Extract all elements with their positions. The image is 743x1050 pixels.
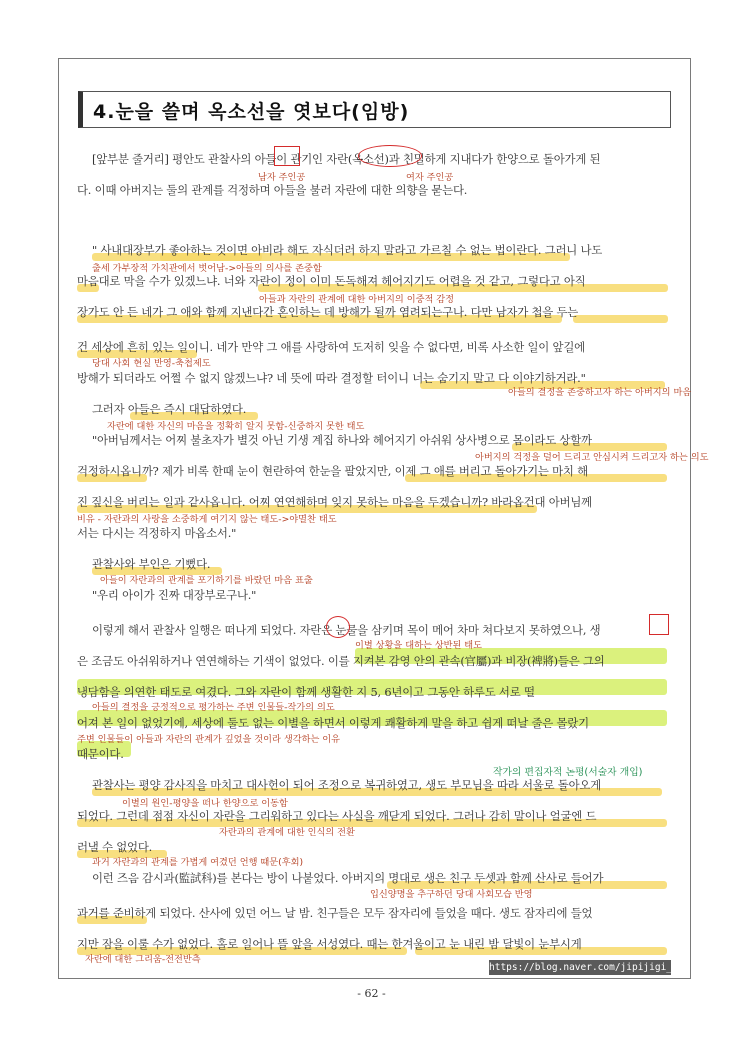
text-line: 되었다. 그런데 점점 자신이 자란을 그리워하고 있다는 사실을 깨닫게 되었다. 그러나 감히 말이나 얼굴엔 드: [77, 809, 597, 823]
handwritten-annotation: 주변 인물들이 아들과 자란의 관계가 깊었을 것이라 생각하는 이유: [77, 734, 340, 745]
handwritten-annotation: 아들이 자란과의 관계를 포기하기를 바랐던 마음 표출: [100, 575, 313, 586]
yellow-highlight: [573, 315, 668, 323]
text-line: 냉담함을 의연한 태도로 여겼다. 그와 자란이 함께 생활한 지 5, 6년이고 그동안 하루도 서로 떨: [77, 685, 535, 699]
red-box-mark: [274, 146, 300, 166]
text-line: 다. 이때 아버지는 둘의 관계를 걱정하며 아들을 불러 자란에 대한 의향을 묻는다.: [77, 183, 468, 197]
text-line: 이런 즈음 감시과(監試科)를 본다는 방이 나붙었다. 아버지의 명대로 생은 친구 두셋과 함께 산사로 들어가: [92, 871, 604, 885]
page-number: - 62 -: [357, 987, 386, 1000]
text-line: "아버님께서는 어찌 불초자가 별것 아닌 기생 계집 하나와 헤어지기 아쉬워 상사병으로 몸이라도 상할까: [92, 433, 592, 447]
text-line: [앞부분 줄거리] 평안도 관찰사의 아들이 관기인 자란(옥소선)과 친밀하게 지내다가 한양으로 돌아가게 된: [92, 152, 601, 166]
text-line: "우리 아이가 진짜 대장부로구나.": [92, 588, 257, 602]
handwritten-annotation: 여자 주인공: [406, 172, 454, 183]
handwritten-annotation: 입신양명을 추구하던 당대 사회모습 반영: [370, 889, 533, 900]
text-line: 진 짚신을 버리는 일과 같사옵니다. 어찌 연연해하며 잊지 못하는 마음을 두겠습니까? 바라옵건대 아버님께: [77, 495, 592, 509]
text-line: 그러자 아들은 즉시 대답하였다.: [92, 402, 247, 416]
editorial-comment-annotation: 작가의 편집자적 논평(서술자 개입): [493, 767, 643, 778]
red-oval-mark: [358, 145, 422, 167]
text-line: 장가도 안 든 네가 그 애와 함께 지낸다간 혼인하는 데 방해가 될까 염려되는구나. 다만 남자가 첩을 두는: [77, 305, 579, 319]
text-line: 건 세상에 흔히 있는 일이니. 네가 만약 그 애를 사랑하여 도저히 잊을 수 없다면, 비록 사소한 일이 앞길에: [77, 340, 585, 354]
handwritten-annotation: 남자 주인공: [258, 172, 306, 183]
handwritten-annotation: 아들의 결정을 존중하고자 하는 아버지의 마음: [508, 387, 692, 398]
handwritten-annotation: 비유 - 자란과의 사랑을 소중하게 여기지 않는 태도->야멸찬 태도: [77, 514, 337, 525]
watermark: https://blog.naver.com/jipijigi_kt: [489, 962, 684, 973]
red-box-mark: [649, 614, 669, 635]
text-line: 때문이다.: [77, 747, 124, 761]
text-line: 과거를 준비하게 되었다. 산사에 있던 어느 날 밤. 친구들은 모두 잠자리에 들었을 때다. 생도 잠자리에 들었: [77, 906, 593, 920]
handwritten-annotation: 이별의 원인-평양을 떠나 한양으로 이동함: [122, 798, 288, 809]
handwritten-annotation: 과거 자란과의 관계를 가볍게 여겼던 언행 때문(후회): [92, 857, 304, 868]
text-line: 관찰사와 부인은 기뻤다.: [92, 557, 211, 571]
handwritten-annotation: 자란과의 관계에 대한 인식의 전환: [219, 827, 355, 838]
text-line: 관찰사는 평양 감사직을 마치고 대사헌이 되어 조정으로 복귀하였고, 생도 부모님을 따라 서울로 돌아오게: [92, 778, 602, 792]
text-line: 이렇게 해서 관찰사 일행은 떠나게 되었다. 자란은 눈물을 삼키며 목이 메어 차마 쳐다보지 못하였으나, 생: [92, 623, 601, 637]
handwritten-annotation: 아버지의 걱정을 덜어 드리고 안심시켜 드리고자 하는 의도: [475, 452, 709, 463]
handwritten-annotation: 자란에 대한 자신의 마음을 정확히 알지 못함-신중하지 못한 태도: [107, 421, 365, 432]
text-line: 걱정하시옵니까? 제가 비록 한때 눈이 현란하여 한눈을 팔았지만, 이제 그 애를 버리고 돌아가기는 마치 해: [77, 464, 588, 478]
handwritten-annotation: 출세 가부장적 가치관에서 벗어남->아들의 의사를 존중함: [92, 263, 322, 274]
handwritten-annotation: 이별 상황을 대하는 상반된 태도: [355, 640, 483, 651]
handwritten-annotation: 아들의 결정을 긍정적으로 평가하는 주변 인물들-작가의 의도: [92, 702, 335, 713]
title-box: [78, 91, 671, 128]
red-oval-mark: [326, 616, 350, 638]
page-title: 4.눈을 쓸며 옥소선을 엿보다(임방): [93, 101, 410, 123]
handwritten-annotation: 당대 사회 현실 반영-축첩제도: [92, 358, 211, 369]
text-line: 지만 잠을 이룰 수가 없었다. 홀로 일어나 뜰 앞을 서성였다. 때는 한겨울이고 눈 내린 밤 달빛이 눈부시게: [77, 937, 582, 951]
text-line: 서는 다시는 걱정하지 마옵소서.": [77, 526, 237, 540]
handwritten-annotation: 아들과 자란의 관계에 대한 아버지의 이중적 감정: [259, 294, 455, 305]
text-line: 어져 본 일이 없었기에, 세상에 둘도 없는 이별을 하면서 이렇게 쾌활하게 말을 하고 쉽게 떠날 줄은 몰랐기: [77, 716, 589, 730]
handwritten-annotation: 자란에 대한 그리움-전전반측: [85, 954, 201, 965]
text-line: " 사내대장부가 좋아하는 것이면 아비라 해도 자식더러 하지 말라고 가르칠 수 없는 법이란다. 그러니 나도: [92, 243, 603, 257]
text-line: 방해가 되더라도 어쩔 수 없지 않겠느냐? 네 뜻에 따라 결정할 터이니 너는 숨기지 말고 다 이야기하거라.": [77, 371, 586, 385]
text-line: 러낼 수 없었다.: [77, 840, 153, 854]
text-line: 마음대로 막을 수가 있겠느냐. 너와 자란이 정이 이미 돈독해져 헤어지기도 어렵을 것 같고, 그렇다고 아직: [77, 274, 586, 288]
text-line: 은 조금도 아쉬워하거나 연연해하는 기색이 없었다. 이를 지켜본 감영 안의 관속(官屬)과 비장(裨將)들은 그의: [77, 654, 605, 668]
